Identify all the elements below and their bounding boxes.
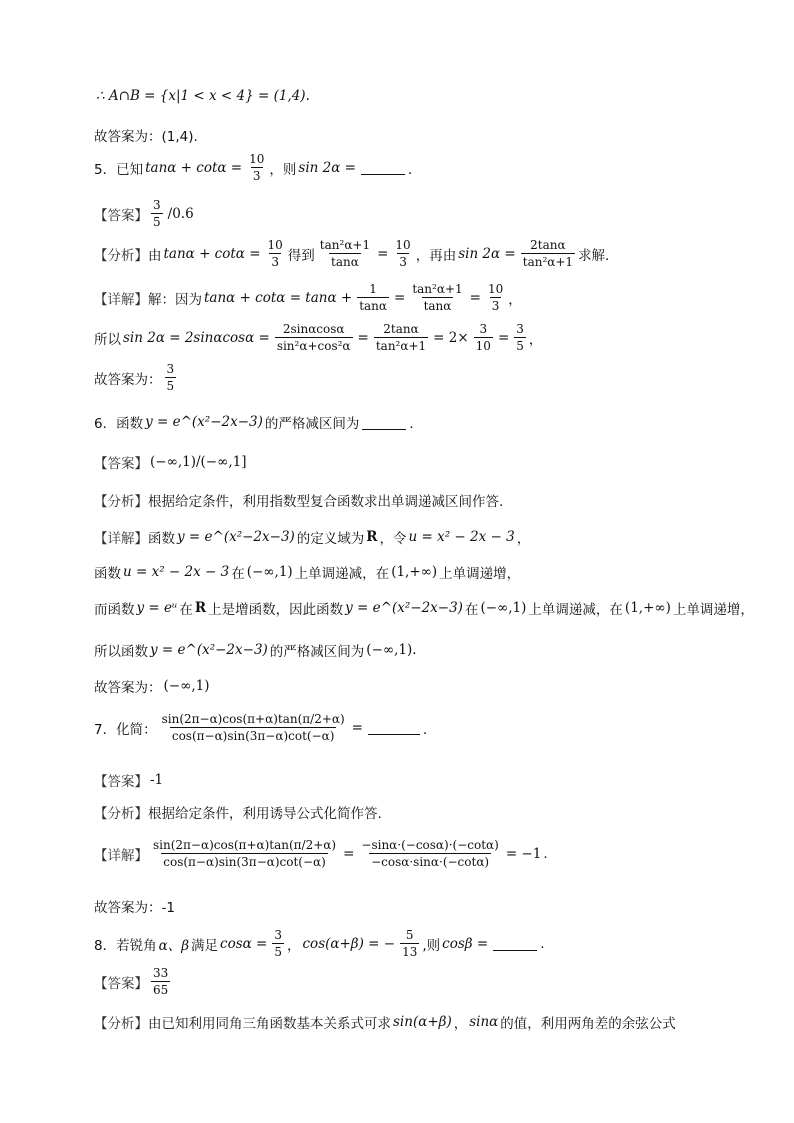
fraction: $\frac{3}{5}$ <box>166 362 175 393</box>
detail-6-line-3: 而函数 y = eᵘ 在 R 上是增函数，因此函数 y = e^(x²−2x−3) 在 (−∞,1) 上单调递减，在 (1,+∞) 上单调递增， <box>94 600 754 618</box>
answer-8: 【答案】 $\frac{33}{65}$ <box>94 966 169 997</box>
fraction: $\frac{\sin(2\pi-\alpha)\cos(\pi+\alpha)\tan(\pi/2+\alpha)}{\cos(\pi-\alpha)\sin(3\pi-\alpha)\cot(-\alpha)}$ <box>161 712 345 743</box>
answer-blank <box>361 160 405 175</box>
answer-7: 【答案】 -1 <box>94 772 164 790</box>
detail-6-line-4: 所以函数 y = e^(x²−2x−3) 的严格减区间为 (−∞,1). <box>94 642 417 660</box>
detail-7: 【详解】 $\frac{\sin(2\pi-\alpha)\cos(\pi+\alpha)\tan(\pi/2+\alpha)}{\cos(\pi-\alpha)\sin(3\pi-\alpha)\cot(-\alpha)}$ = $\frac{-\sin\alpha\cdot(-\cos\alpha)\cdot(-\cot\alpha)}{-\cos\alpha\cdot\sin\alpha\cdot(-\cot\alpha)}$ = −1 . <box>94 838 548 869</box>
fraction: $\frac{3}{10}$ <box>475 322 491 353</box>
fraction: $\frac{3}{5}$ <box>516 322 524 353</box>
question-5: 5．已知 tanα + cotα = $\frac{10}{3}$ ，则 sin 2α = ． <box>94 152 422 183</box>
fraction: $\frac{\sin(2\pi-\alpha)\cos(\pi+\alpha)\tan(\pi/2+\alpha)}{\cos(\pi-\alpha)\sin(3\pi-\alpha)\cot(-\alpha)}$ <box>153 838 337 869</box>
detail-7-answer: 故答案为：-1 <box>94 900 175 916</box>
fraction: $\frac{2\tan\alpha}{\text{tan²α+1}}$ <box>522 238 574 269</box>
answer-blank <box>368 720 420 735</box>
detail-6-answer: 故答案为： (−∞,1) <box>94 678 210 696</box>
analysis-5: 【分析】 由 tanα + cotα = $\frac{10}{3}$ 得到 $\frac{\text{tan²α+1}}{\tan\alpha}$ = $\frac{10}{3}$ ，再由 sin 2α = $\frac{2\tan\alpha}{\text{tan²α+1}}$ 求解. <box>94 238 610 269</box>
detail-5-line-1: 【详解】 解：因为 tanα + cotα = tanα + $\frac{1}{\tan\alpha}$ = $\frac{\text{tan²α+1}}{\tan\alpha}$ = $\frac{10}{3}$ ， <box>94 282 522 313</box>
fraction: $\frac{\text{tan²α+1}}{\tan\alpha}$ <box>412 282 463 313</box>
fraction: $\frac{\text{tan²α+1}}{\tan\alpha}$ <box>319 238 371 269</box>
analysis-8: 【分析】 由已知利用同角三角函数基本关系式可求 sin(α+β) ， sinα 的值，利用两角差的余弦公式 <box>94 1014 676 1032</box>
question-6: 6．函数 y = e^(x²−2x−3) 的严格减区间为 ． <box>94 414 423 432</box>
fraction: $\frac{33}{65}$ <box>153 966 169 997</box>
detail-6-line-2: 函数 u = x² − 2x − 3 在 (−∞,1) 上单调递减，在 (1,+∞) 上单调递增， <box>94 564 521 582</box>
intersection-result: ∴ A∩B = {x|1 < x < 4} = (1,4). <box>96 88 310 104</box>
answer-6: 【答案】 (−∞,1)/(−∞,1] <box>94 454 247 472</box>
analysis-6: 【分析】 根据给定条件，利用指数型复合函数求出单调递减区间作答. <box>94 494 504 510</box>
detail-5-line-2: 所以 sin 2α = 2sinαcosα = $\frac{2\sin\alpha\cos\alpha}{\text{sin²α+cos²α}}$ = $\frac{2\tan\alpha}{\text{tan²α+1}}$ = 2× $\frac{3}{10}$ = $\frac{3}{5}$ ， <box>94 322 543 353</box>
fraction: $\frac{10}{3}$ <box>249 152 265 183</box>
fraction: $\frac{10}{3}$ <box>395 238 411 269</box>
fraction: $\frac{-\sin\alpha\cdot(-\cos\alpha)\cdot(-\cot\alpha)}{-\cos\alpha\cdot\sin\alpha\cdot(-\cot\alpha)}$ <box>361 838 499 869</box>
answer-blank <box>493 936 537 951</box>
answer-blank <box>362 415 406 430</box>
question-8: 8．若锐角 α、β 满足 cosα = $\frac{3}{5}$ ， cos(α+β) = − $\frac{5}{13}$ ,则 cosβ = . <box>94 928 545 959</box>
fraction: $\frac{10}{3}$ <box>267 238 283 269</box>
question-7: 7．化简： $\frac{\sin(2\pi-\alpha)\cos(\pi+\alpha)\tan(\pi/2+\alpha)}{\cos(\pi-\alpha)\sin(3\pi-\alpha)\cot(-\alpha)}$ = ． <box>94 712 437 743</box>
fraction: $\frac{3}{5}$ <box>274 928 282 959</box>
fraction: $\frac{2\sin\alpha\cos\alpha}{\text{sin²α+cos²α}}$ <box>276 322 351 353</box>
answer-line-4: 故答案为：(1,4). <box>94 129 198 145</box>
detail-5-answer: 故答案为： $\frac{3}{5}$ <box>94 362 175 393</box>
fraction: $\frac{2\tan\alpha}{\text{tan²α+1}}$ <box>375 322 427 353</box>
analysis-7: 【分析】 根据给定条件，利用诱导公式化简作答. <box>94 806 382 822</box>
fraction: $\frac{10}{3}$ <box>487 282 504 313</box>
detail-6-line-1: 【详解】 函数 y = e^(x²−2x−3) 的定义域为 R ，令 u = x² − 2x − 3 ， <box>94 529 531 547</box>
answer-5: 【答案】 $\frac{3}{5}$ /0.6 <box>94 198 194 229</box>
fraction: $\frac{5}{13}$ <box>402 928 418 959</box>
fraction: $\frac{3}{5}$ <box>153 198 161 229</box>
fraction: $\frac{1}{\tan\alpha}$ <box>359 282 388 313</box>
